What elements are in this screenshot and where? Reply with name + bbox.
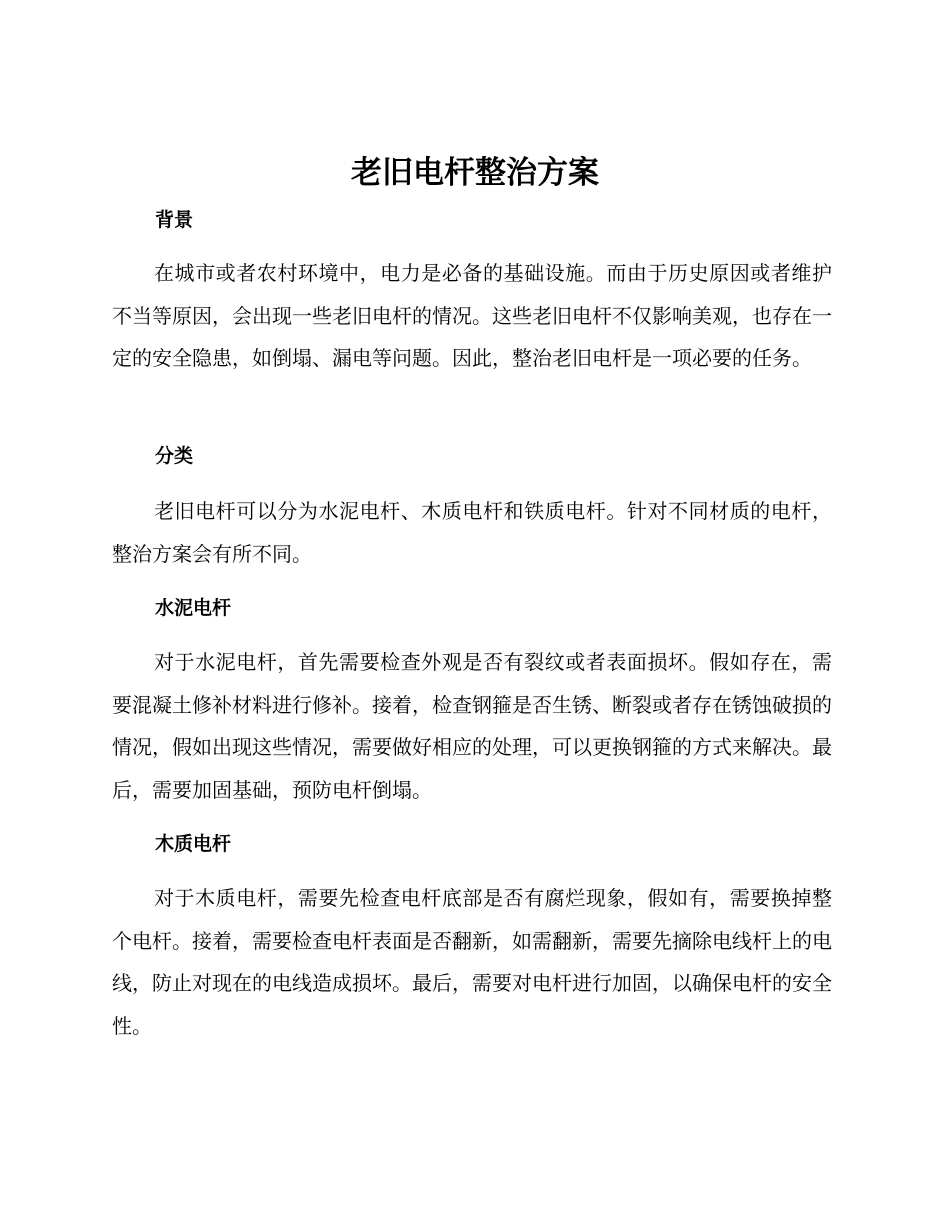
section-heading-wooden-pole: 木质电杆 <box>155 833 232 855</box>
section-paragraph-classification: 老旧电杆可以分为水泥电杆、木质电杆和铁质电杆。针对不同材质的电杆，整治方案会有所不同。 <box>112 499 832 566</box>
section-heading-classification: 分类 <box>155 445 194 467</box>
section-paragraph-background: 在城市或者农村环境中，电力是必备的基础设施。而由于历史原因或者维护不当等原因，会出现一些老旧电杆的情况。这些老旧电杆不仅影响美观，也存在一定的安全隐患，如倒塌、漏电等问题。因此，整治老旧电杆是一项必要的任务。 <box>112 261 832 370</box>
section-heading-background: 背景 <box>155 209 194 231</box>
section-paragraph-concrete-pole: 对于水泥电杆，首先需要检查外观是否有裂纹或者表面损坏。假如存在，需要混凝土修补材料进行修补。接着，检查钢箍是否生锈、断裂或者存在锈蚀破损的情况，假如出现这些情况，需要做好相应的处理，可以更换钢箍的方式来解决。最后，需要加固基础，预防电杆倒塌。 <box>112 650 832 802</box>
document-title: 老旧电杆整治方案 <box>351 155 599 191</box>
section-paragraph-wooden-pole: 对于木质电杆，需要先检查电杆底部是否有腐烂现象，假如有，需要换掉整个电杆。接着，需要检查电杆表面是否翻新，如需翻新，需要先摘除电线杆上的电线，防止对现在的电线造成损坏。最后，需要对电杆进行加固，以确保电杆的安全性。 <box>112 886 832 1038</box>
section-heading-concrete-pole: 水泥电杆 <box>155 597 232 619</box>
